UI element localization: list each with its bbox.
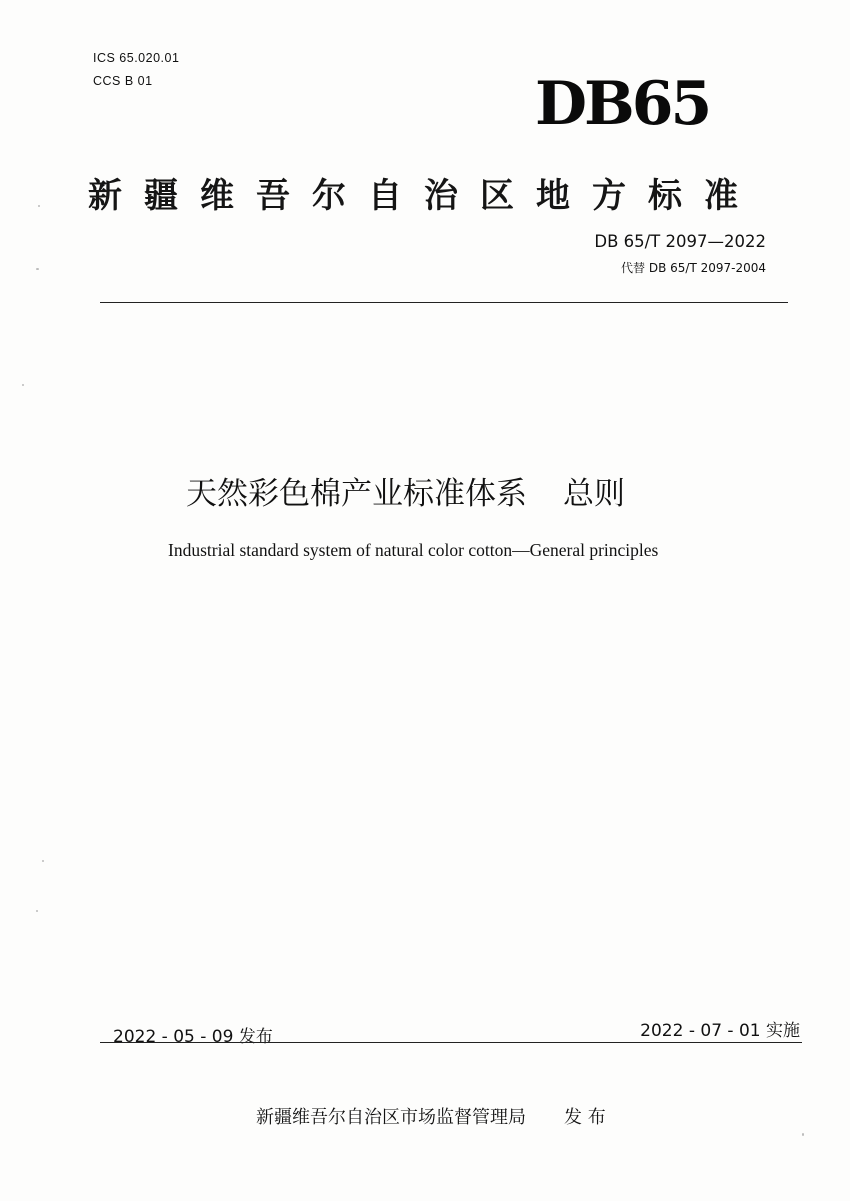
- issuer-action: 发 布: [564, 1107, 606, 1128]
- date-divider: [100, 1042, 802, 1043]
- issuer-line: [256, 1103, 606, 1129]
- ics-code: ICS 65.020.01: [93, 51, 180, 65]
- replaces-standard: 代替 DB 65/T 2097-2004: [621, 261, 766, 275]
- scan-speck: [22, 384, 24, 386]
- implementation-date: 2022 - 07 - 01 实施: [640, 1021, 800, 1041]
- scan-speck: [42, 860, 44, 862]
- header-divider: [100, 302, 788, 303]
- chinese-title-main: 天然彩色棉产业标准体系: [186, 476, 527, 512]
- scan-speck: [36, 268, 39, 270]
- standard-type-heading: 新疆维吾尔自治区地方标准: [88, 176, 760, 216]
- issuer-name: 新疆维吾尔自治区市场监督管理局: [256, 1107, 526, 1128]
- scan-speck: [802, 1133, 804, 1136]
- scan-speck: [38, 205, 40, 207]
- issue-date: 2022 - 05 - 09 发布: [113, 1027, 273, 1047]
- scan-speck: [36, 910, 38, 912]
- db65-logo: DB65: [535, 69, 710, 139]
- ccs-code: CCS B 01: [93, 74, 153, 88]
- english-title: Industrial standard system of natural color cotton—General principles: [168, 540, 659, 560]
- standard-number: DB 65/T 2097—2022: [594, 232, 766, 251]
- chinese-title: [186, 468, 625, 513]
- chinese-title-sub: 总则: [563, 476, 625, 512]
